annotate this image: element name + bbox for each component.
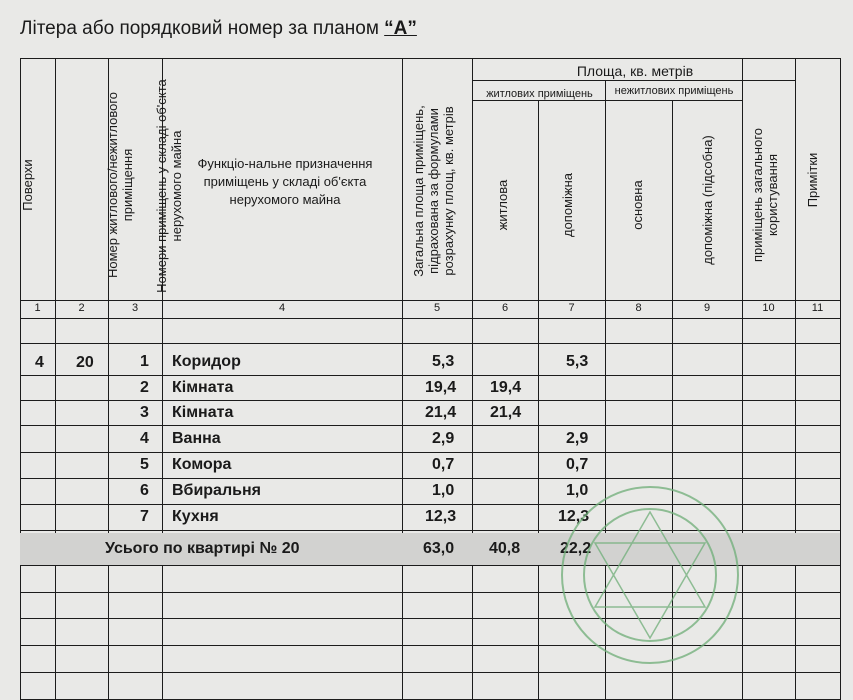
grid-line	[20, 318, 841, 319]
header-purpose: Функціо-нальне призначення приміщень у складі об'єкта нерухомого майна	[197, 156, 373, 207]
header-auxiliary-utility: допоміжна (підсобна)	[700, 135, 715, 265]
room-aux-area: 0,7	[566, 456, 589, 473]
header-living: житлова	[495, 179, 510, 231]
total-area-value: 63,0	[423, 540, 455, 557]
room-total-area: 19,4	[425, 379, 457, 396]
column-number: 10	[762, 302, 775, 314]
grid-line	[402, 58, 403, 700]
room-aux-area: 5,3	[566, 353, 589, 370]
header-total-area: Загальна площа приміщень, підрахована за формулами розрахунку площ, кв. метрів	[411, 105, 456, 277]
notary-stamp	[555, 480, 745, 670]
room-total-area: 12,3	[425, 508, 457, 525]
column-number: 8	[635, 302, 642, 314]
room-living-area: 21,4	[490, 404, 522, 421]
column-number: 5	[433, 302, 441, 314]
room-name: Вбиральня	[172, 482, 261, 499]
room-total-area: 5,3	[432, 353, 455, 370]
grid-line	[20, 58, 841, 59]
room-name: Комора	[172, 456, 232, 473]
column-number: 6	[501, 302, 509, 314]
room-name: Коридор	[172, 353, 241, 370]
title-letter: “А”	[384, 18, 417, 39]
room-number: 5	[140, 456, 149, 473]
room-total-area: 21,4	[425, 404, 457, 421]
room-name: Ванна	[172, 430, 221, 447]
grid-line	[840, 58, 841, 700]
header-living-group: житлових приміщень	[486, 88, 593, 100]
room-number: 3	[140, 404, 149, 421]
column-number: 3	[131, 302, 139, 314]
column-number: 7	[568, 302, 575, 314]
grid-line	[20, 478, 841, 479]
grid-line	[20, 425, 841, 426]
room-total-area: 1,0	[432, 482, 455, 499]
floor-cell: 4	[35, 354, 44, 371]
column-number: 11	[811, 302, 824, 314]
column-number: 2	[78, 302, 85, 314]
header-notes: Примітки	[805, 152, 820, 208]
apartment-cell: 20	[76, 354, 94, 371]
room-number: 6	[140, 482, 149, 499]
room-living-area: 19,4	[490, 379, 522, 396]
room-aux-area: 1,0	[566, 482, 589, 499]
header-auxiliary: допоміжна	[560, 172, 575, 238]
document-title	[20, 18, 417, 40]
room-total-area: 0,7	[432, 456, 455, 473]
total-aux-value: 22,2	[560, 540, 592, 557]
room-number: 7	[140, 508, 149, 525]
grid-line	[55, 58, 56, 700]
grid-line	[20, 343, 841, 344]
grid-line	[472, 58, 473, 700]
column-number: 4	[278, 302, 286, 314]
grid-line	[20, 400, 841, 401]
grid-line	[472, 80, 795, 81]
grid-line	[20, 375, 841, 376]
header-nonliving-group: нежитлових приміщень	[614, 85, 734, 97]
room-number: 2	[140, 379, 149, 396]
header-common-use: приміщень загального користування	[750, 127, 780, 263]
room-name: Кімната	[172, 404, 234, 421]
grid-line	[20, 672, 841, 673]
room-name: Кімната	[172, 379, 234, 396]
header-apartment-number: Номер житлового/нежитлового приміщення	[105, 91, 135, 279]
total-label: Усього по квартирі № 20	[105, 540, 300, 557]
room-total-area: 2,9	[432, 430, 455, 447]
grid-line	[795, 58, 796, 700]
room-number: 1	[140, 353, 149, 370]
room-aux-area: 2,9	[566, 430, 589, 447]
header-room-numbers: Номери приміщень у складі об'єкта нерухомого майна	[154, 79, 184, 293]
room-number: 4	[140, 430, 149, 447]
grid-line	[538, 100, 539, 700]
header-main: основна	[630, 180, 645, 230]
room-aux-area: 12,3	[558, 508, 590, 525]
header-area-group: Площа, кв. метрів	[576, 63, 694, 79]
column-number: 1	[34, 302, 41, 314]
header-floors: Поверхи	[20, 159, 35, 211]
room-name: Кухня	[172, 508, 219, 525]
column-number: 9	[703, 302, 711, 314]
total-living-value: 40,8	[489, 540, 521, 557]
title-prefix: Літера або порядковий номер за планом	[20, 18, 379, 39]
grid-line	[20, 452, 841, 453]
